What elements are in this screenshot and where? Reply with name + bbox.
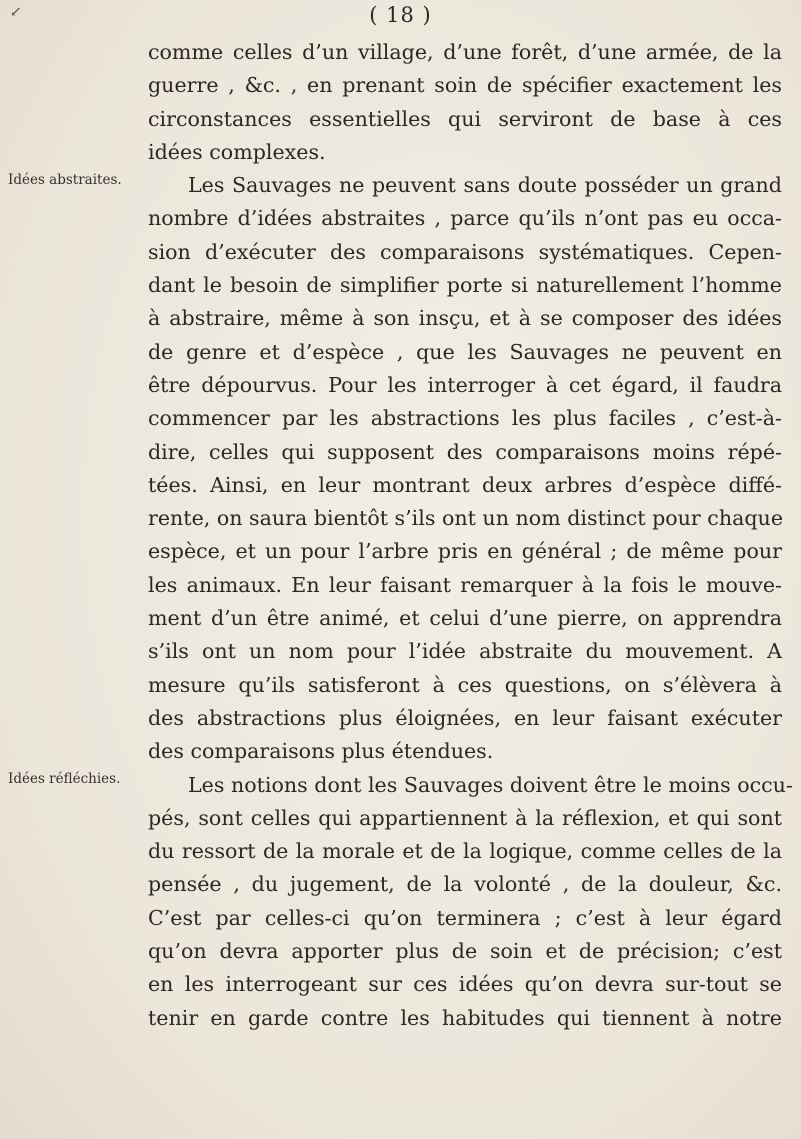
text-line: mesure qu’ils satisferont à ces questions, on s’élèvera à xyxy=(148,672,782,697)
text-line: rente, on saura bientôt s’ils ont un nom distinct pour chaque xyxy=(148,506,784,531)
text-line: pés, sont celles qui appartiennent à la réflexion, et qui sont xyxy=(148,805,782,830)
text-line: dire, celles qui supposent des comparaisons moins répé- xyxy=(148,439,782,464)
margin-note-abstract-ideas: Idées abstraites. xyxy=(8,172,122,188)
text-line: être dépourvus. Pour les interroger à cet égard, il faudra xyxy=(148,372,782,397)
text-line: tées. Ainsi, en leur montrant deux arbres d’espèce diffé- xyxy=(148,472,782,497)
margin-note-reflective-ideas: Idées réfléchies. xyxy=(8,771,121,787)
text-line: guerre , &c. , en prenant soin de spécifier exactement les xyxy=(148,73,782,98)
text-line: Les Sauvages ne peuvent sans doute posséder un grand xyxy=(188,173,782,198)
text-line: des abstractions plus éloignées, en leur faisant exécuter xyxy=(148,705,782,730)
text-line: les animaux. En leur faisant remarquer à la fois le mouve- xyxy=(148,572,782,597)
text-line: Les notions dont les Sauvages doivent être le moins occu- xyxy=(188,772,793,797)
text-line: s’ils ont un nom pour l’idée abstraite du mouvement. A xyxy=(148,639,782,664)
text-line: du ressort de la morale et de la logique, comme celles de la xyxy=(148,839,782,864)
text-line: sion d’exécuter des comparaisons systématiques. Cepen- xyxy=(148,239,782,264)
paragraph-1 xyxy=(148,36,782,169)
text-line: dant le besoin de simplifier porte si naturellement l’homme xyxy=(148,273,782,298)
corner-mark: ↙ xyxy=(10,4,22,20)
text-line: ment d’un être animé, et celui d’une pierre, on apprendra xyxy=(148,606,782,631)
text-line: commencer par les abstractions les plus faciles , c’est-à- xyxy=(148,406,782,431)
text-line: comme celles d’un village, d’une forêt, d’une armée, de la xyxy=(148,40,782,64)
text-line: nombre d’idées abstraites , parce qu’ils n’ont pas eu occa- xyxy=(148,206,782,231)
paragraph-3 xyxy=(148,769,793,1035)
text-line: de genre et d’espèce , que les Sauvages ne peuvent en xyxy=(148,339,782,364)
text-line: à abstraire, même à son insçu, et à se composer des idées xyxy=(148,306,782,331)
paragraph-2 xyxy=(148,169,782,768)
text-line: en les interrogeant sur ces idées qu’on devra sur-tout se xyxy=(148,972,782,997)
text-line: circonstances essentielles qui serviront de base à ces xyxy=(148,106,782,131)
text-line: C’est par celles-ci qu’on terminera ; c’est à leur égard xyxy=(148,905,782,930)
text-line: qu’on devra apporter plus de soin et de précision; c’est xyxy=(148,939,782,964)
text-line: idées complexes. xyxy=(148,139,326,164)
text-line: pensée , du jugement, de la volonté , de la douleur, &c. xyxy=(148,872,782,897)
text-line: tenir en garde contre les habitudes qui tiennent à notre xyxy=(148,1005,782,1030)
page-number: ( 18 ) xyxy=(369,3,432,27)
text-line: espèce, et un pour l’arbre pris en général ; de même pour xyxy=(148,539,782,564)
text-line: des comparaisons plus étendues. xyxy=(148,739,494,764)
body-text xyxy=(148,36,793,1035)
